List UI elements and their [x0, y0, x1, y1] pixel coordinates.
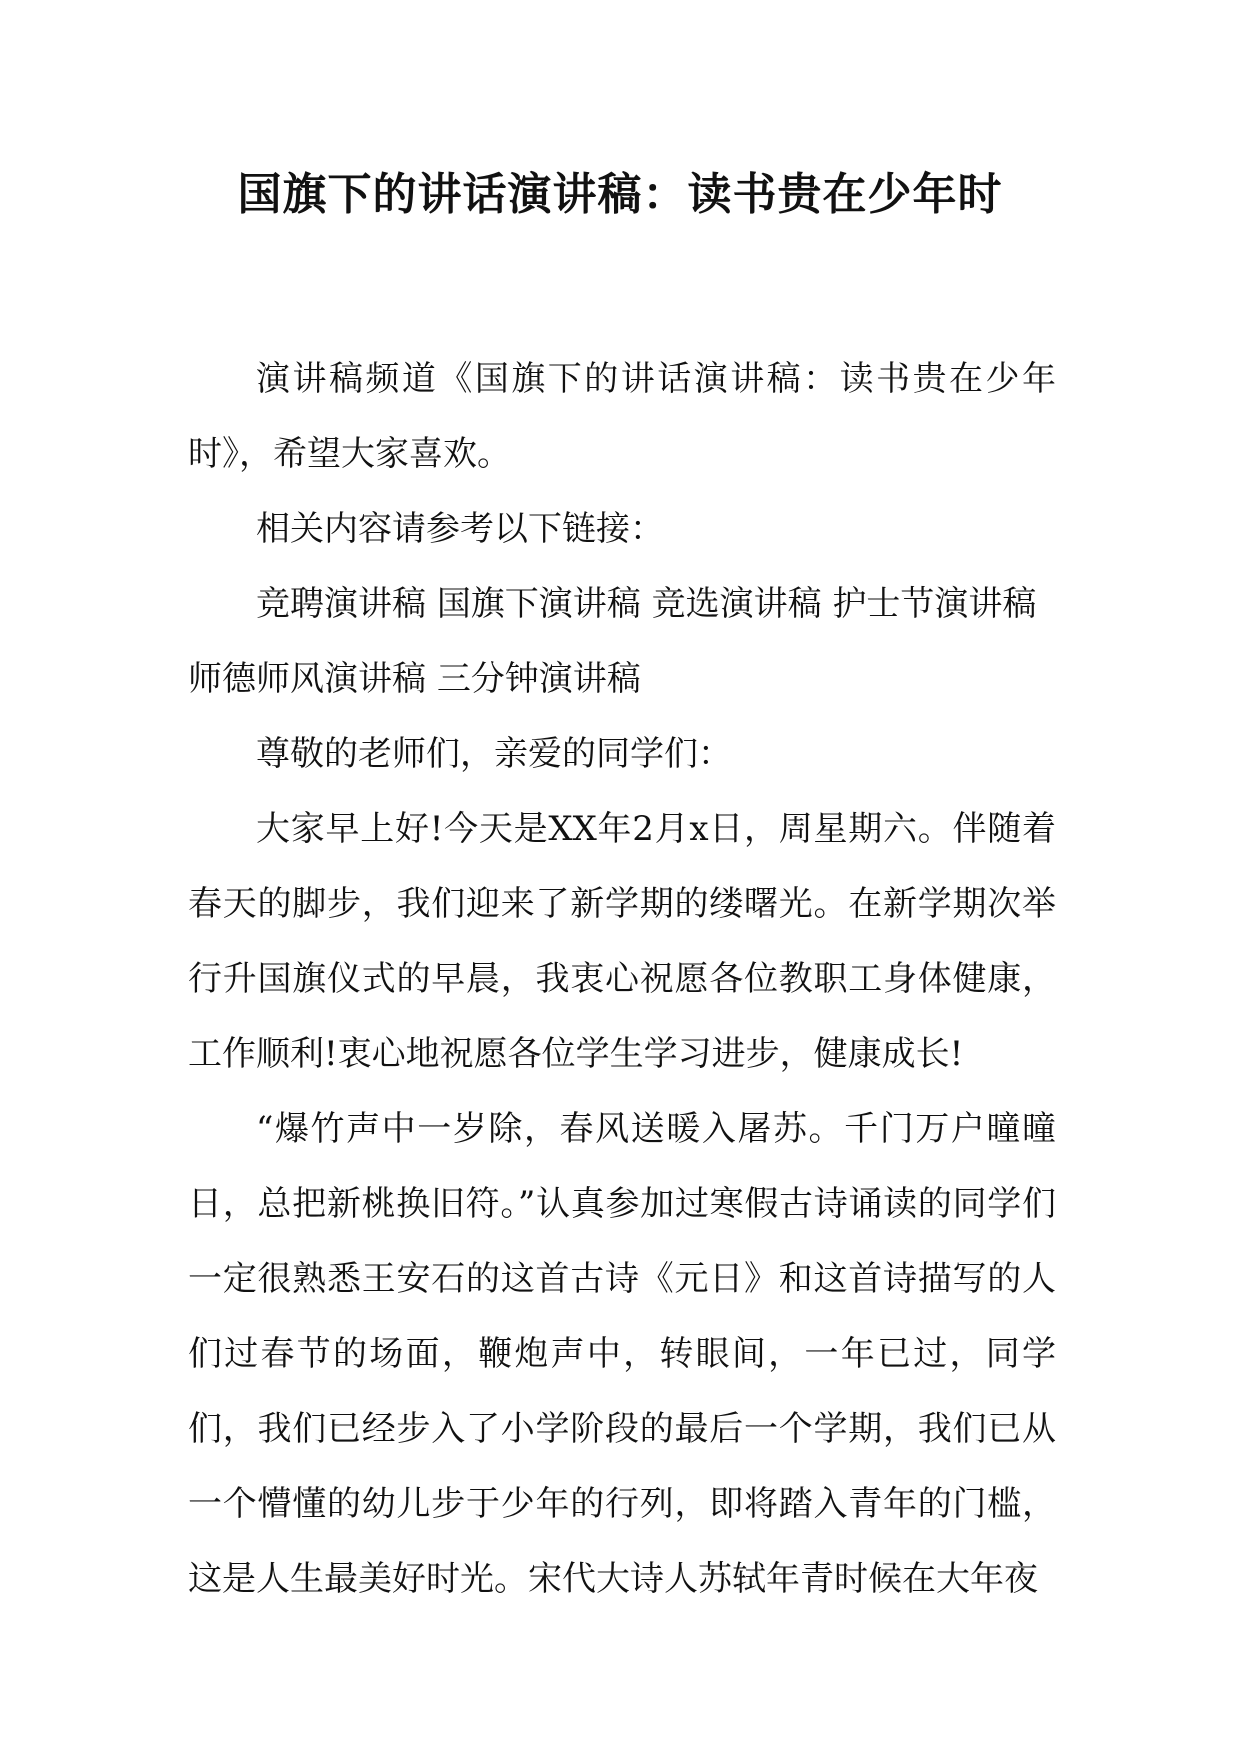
link-hushijie[interactable]: 护士节演讲稿 — [832, 584, 1037, 624]
link-jingxuan[interactable]: 竞选演讲稿 — [651, 584, 822, 624]
link-shidefeng[interactable]: 师德师风演讲稿 — [188, 659, 426, 699]
link-jingpin[interactable]: 竞聘演讲稿 — [256, 584, 426, 624]
link-sanfenzhong[interactable]: 三分钟演讲稿 — [436, 659, 641, 699]
body-paragraph-2: “爆竹声中一岁除，春风送暖入屠苏。千门万户曈曈日，总把新桃换旧符。”认真参加过寒假古诗诵读的同学们一定很熟悉王安石的这首古诗《元日》和这首诗描写的人们过春节的场面，鞭炮声中，转眼间，一年已过，同学们，我们已经步入了小学阶段的最后一个学期，我们已从一个懵懂的幼儿步于少年的行列，即将踏入青年的门槛，这是人生最美好时光。宋代大诗人苏轼年青时候在大年夜 — [188, 1109, 1056, 1599]
document-title: 国旗下的讲话演讲稿：读书贵在少年时 — [237, 169, 1003, 220]
body-paragraph-1: 大家早上好!今天是XX年2月x日，周星期六。伴随着春天的脚步，我们迎来了新学期的缕曙光。在新学期次举行升国旗仪式的早晨，我衷心祝愿各位教职工身体健康，工作顺利!衷心地祝愿各位学生学习进步，健康成长! — [188, 809, 1056, 1074]
greeting: 尊敬的老师们，亲爱的同学们： — [256, 734, 732, 774]
intro-paragraph: 演讲稿频道《国旗下的讲话演讲稿：读书贵在少年时》，希望大家喜欢。 — [188, 359, 1056, 474]
related-label: 相关内容请参考以下链接： — [256, 509, 664, 549]
related-links — [188, 567, 1056, 717]
link-guoqixia[interactable]: 国旗下演讲稿 — [436, 584, 641, 624]
document-body — [188, 342, 1056, 1617]
